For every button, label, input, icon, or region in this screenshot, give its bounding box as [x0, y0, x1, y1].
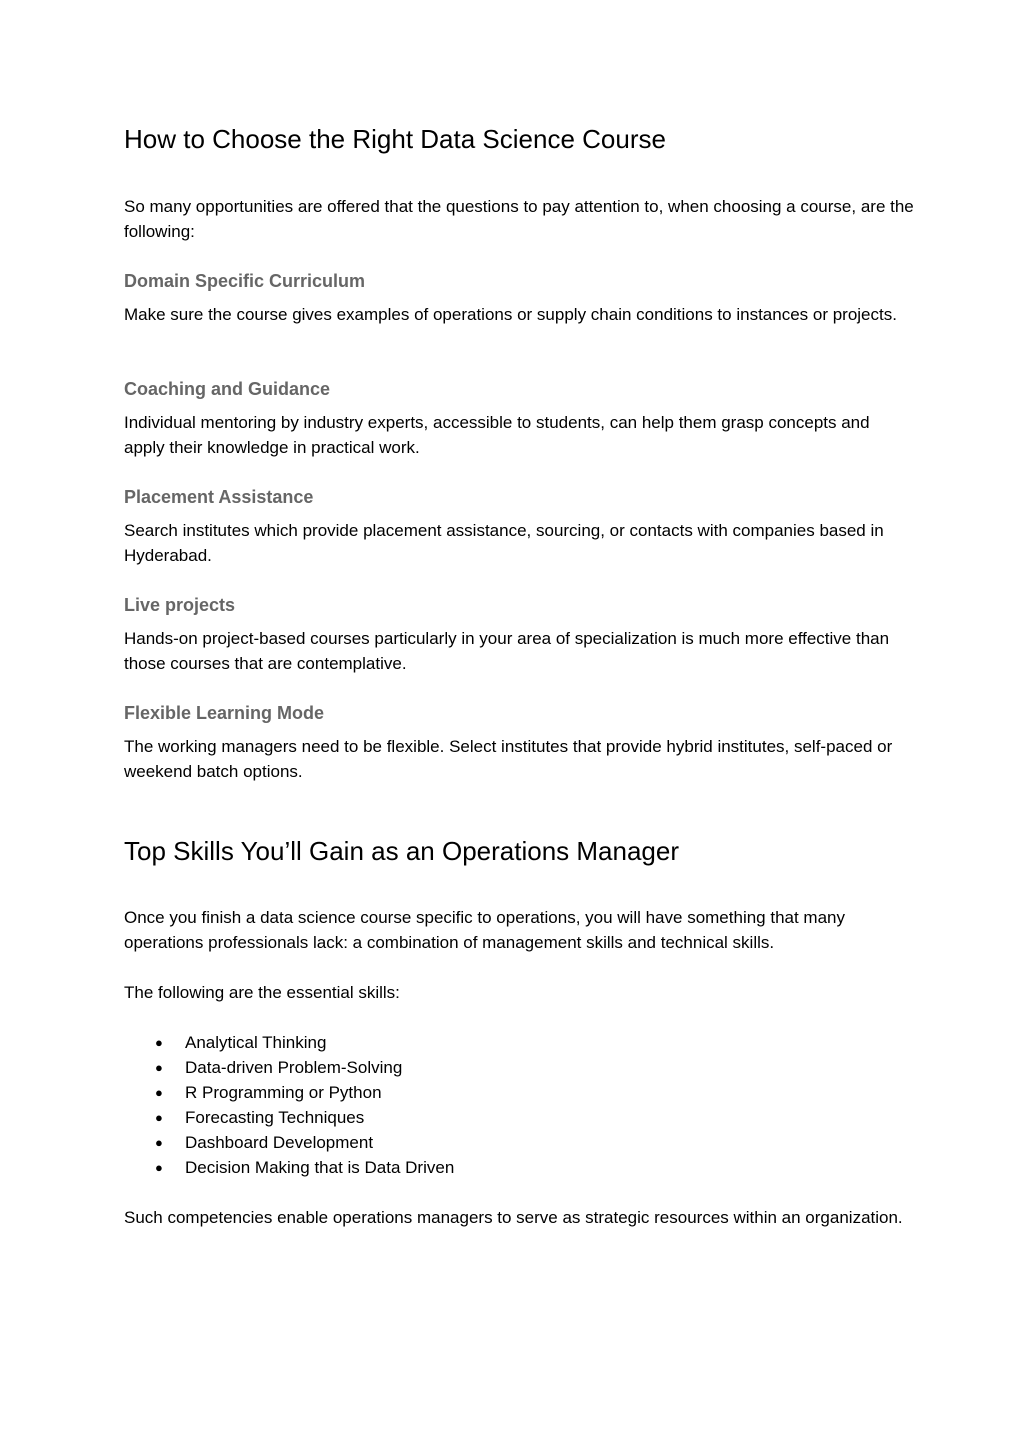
- subheading: Placement Assistance: [124, 487, 314, 507]
- paragraph: The working managers need to be flexible. Select institutes that provide hybrid institutes, self-paced or weekend batch options.: [124, 737, 893, 781]
- paragraph: Search institutes which provide placement assistance, sourcing, or contacts with companies based in Hyderabad.: [124, 521, 884, 565]
- list-item: ● Analytical Thinking: [124, 1030, 454, 1055]
- intro-paragraph: So many opportunities are offered that the questions to pay attention to, when choosing a course, are the following:: [124, 197, 914, 241]
- paragraph: Hands-on project-based courses particularly in your area of specialization is much more effective than those courses that are contemplative.: [124, 629, 890, 673]
- subheading: Coaching and Guidance: [124, 379, 331, 399]
- list-item: ● Data-driven Problem-Solving: [124, 1055, 454, 1080]
- list-item: ● Dashboard Development: [124, 1130, 454, 1155]
- section-title: How to Choose the Right Data Science Course: [124, 124, 666, 154]
- list-item: ● R Programming or Python: [124, 1080, 454, 1105]
- paragraph: Individual mentoring by industry experts, accessible to students, can help them grasp concepts and apply their knowledge in practical work.: [124, 413, 870, 457]
- list-item: ● Forecasting Techniques: [124, 1105, 454, 1130]
- intro-paragraph: Once you finish a data science course specific to operations, you will have something that many operations professionals lack: a combination of management skills and technical skills.: [124, 908, 845, 952]
- subheading: Domain Specific Curriculum: [124, 271, 366, 291]
- skills-list: [124, 1030, 454, 1180]
- paragraph: Make sure the course gives examples of operations or supply chain conditions to instances or projects.: [124, 305, 897, 324]
- closing-paragraph: Such competencies enable operations managers to serve as strategic resources within an organization.: [124, 1208, 903, 1227]
- subheading: Live projects: [124, 595, 236, 615]
- paragraph: The following are the essential skills:: [124, 983, 400, 1002]
- subheading: Flexible Learning Mode: [124, 703, 325, 723]
- list-item: ● Decision Making that is Data Driven: [124, 1155, 454, 1180]
- section-title: Top Skills You’ll Gain as an Operations Manager: [124, 836, 679, 866]
